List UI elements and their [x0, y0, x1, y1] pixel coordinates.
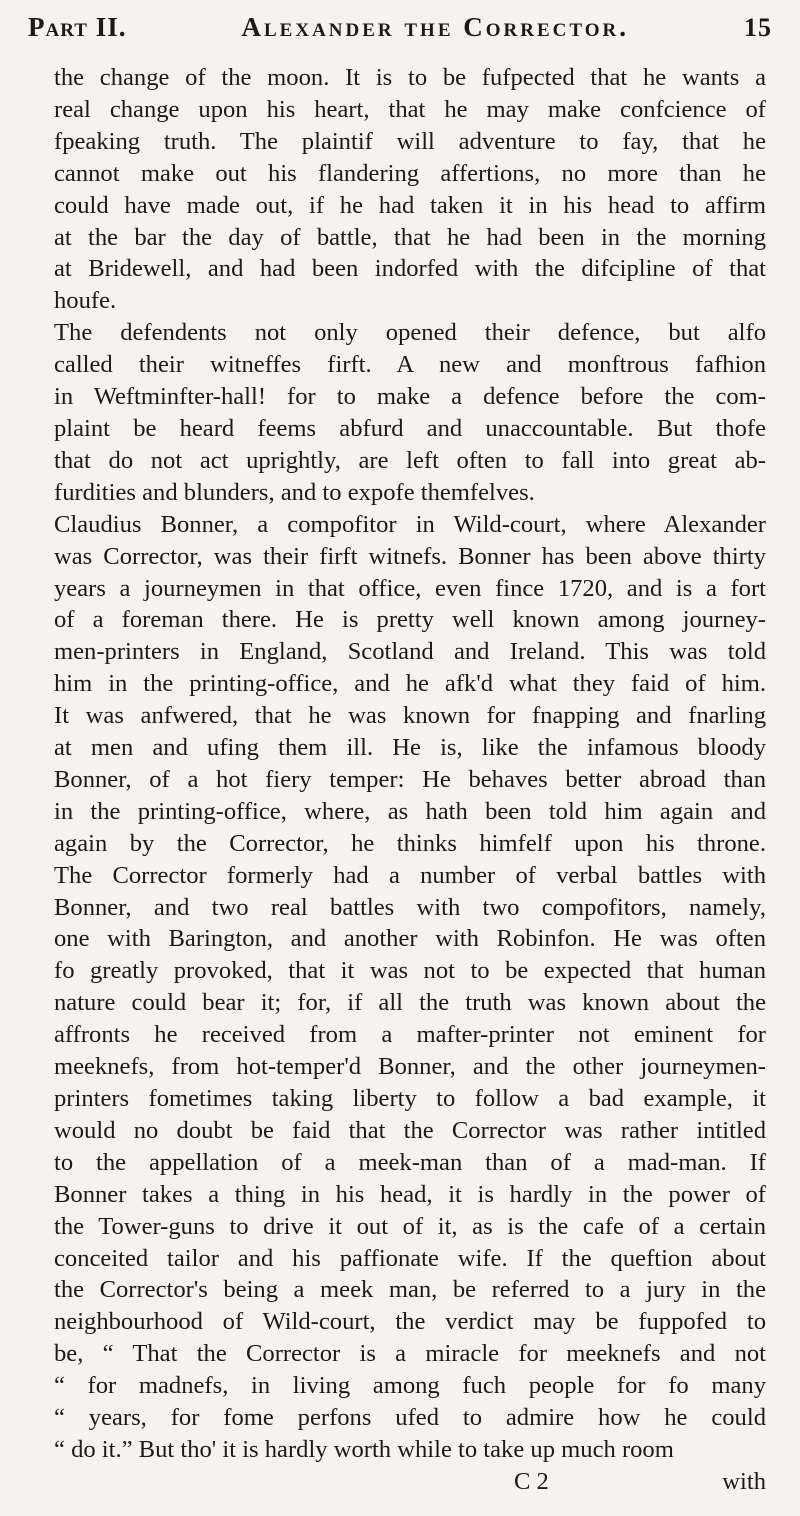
text-line: at men and ufing them ill. He is, like the infamous bloody: [54, 734, 766, 762]
text-line: fo greatly provoked, that it was not to be expected that human: [54, 957, 766, 985]
text-line: real change upon his heart, that he may make confcience of: [54, 95, 766, 123]
text-line: one with Barington, and another with Robinfon. He was often: [54, 925, 766, 953]
text-line: The defendents not only opened their defence, but alfo: [54, 319, 766, 347]
text-line: Bonner, and two real battles with two compofitors, namely,: [54, 893, 766, 921]
text-line: men-printers in England, Scotland and Ireland. This was told: [54, 638, 766, 666]
catchword: with: [722, 1468, 766, 1495]
text-line: of a foreman there. He is pretty well known among journey-: [54, 606, 766, 634]
text-line: be, “ That the Corrector is a miracle for meeknefs and not: [54, 1340, 766, 1368]
text-line: nature could bear it; for, if all the truth was known about the: [54, 989, 766, 1017]
text-line: would no doubt be faid that the Corrector was rather intitled: [54, 1116, 766, 1144]
text-line: Bonner takes a thing in his head, it is hardly in the power of: [54, 1180, 766, 1208]
text-line: houfe.: [54, 287, 117, 315]
text-line: could have made out, if he had taken it in his head to affirm: [54, 191, 766, 219]
page-number: 15: [744, 13, 772, 42]
text-line: printers fometimes taking liberty to follow a bad example, it: [54, 1085, 766, 1112]
text-line: the Corrector's being a meek man, be referred to a jury in the: [54, 1276, 766, 1304]
text-line: neighbourhood of Wild-court, the verdict may be fuppofed to: [54, 1308, 766, 1336]
text-line: in the printing-office, where, as hath been told him again and: [54, 797, 766, 825]
signature-mark: C 2: [514, 1468, 549, 1495]
text-line: to the appellation of a meek-man than of a mad-man. If: [54, 1148, 766, 1176]
text-line: “ for madnefs, in living among fuch people for fo many: [54, 1372, 766, 1400]
text-line: at Bridewell, and had been indorfed with the difcipline of that: [54, 255, 766, 283]
part-label: Part II.: [28, 12, 127, 42]
text-line: plaint be heard feems abfurd and unaccountable. But thofe: [54, 414, 766, 442]
text-line: him in the printing-office, and he afk'd what they faid of him.: [54, 670, 766, 698]
running-title: Alexander the Corrector.: [241, 12, 629, 42]
body-text: [54, 62, 766, 1466]
text-line: in Weftminfter-hall! for to make a defence before the com-: [54, 383, 766, 411]
text-line: the change of the moon. It is to be fufpected that he wants a: [54, 64, 766, 91]
text-line: furdities and blunders, and to expofe themfelves.: [54, 478, 535, 506]
text-line: was Corrector, was their firft witnefs. Bonner has been above thirty: [54, 542, 766, 570]
text-line: the Tower-guns to drive it out of it, as is the cafe of a certain: [54, 1212, 766, 1240]
text-line: “ years, for fome perfons ufed to admire how he could: [54, 1404, 766, 1432]
text-line: The Corrector formerly had a number of verbal battles with: [54, 861, 766, 889]
text-line: Claudius Bonner, a compofitor in Wild-court, where Alexander: [54, 510, 766, 538]
text-line: cannot make out his flandering affertions, no more than he: [54, 159, 766, 187]
running-head: [28, 12, 772, 52]
text-line: “ do it.” But tho' it is hardly worth while to take up much room: [54, 1435, 674, 1463]
text-line: called their witneffes firft. A new and monftrous fafhion: [54, 351, 766, 379]
text-line: again by the Corrector, he thinks himfelf upon his throne.: [54, 829, 766, 857]
catchline: [54, 1468, 766, 1502]
text-line: fpeaking truth. The plaintif will adventure to fay, that he: [54, 127, 766, 155]
text-line: that do not act uprightly, are left often to fall into great ab-: [54, 446, 766, 474]
text-line: conceited tailor and his paffionate wife. If the queftion about: [54, 1244, 766, 1272]
text-line: Bonner, of a hot fiery temper: He behaves better abroad than: [54, 765, 766, 793]
text-line: It was anfwered, that he was known for fnapping and fnarling: [54, 702, 766, 730]
text-line: affronts he received from a mafter-printer not eminent for: [54, 1021, 766, 1049]
text-line: meeknefs, from hot-temper'd Bonner, and the other journeymen-: [54, 1053, 766, 1081]
text-line: years a journeymen in that office, even fince 1720, and is a fort: [54, 574, 766, 602]
text-line: at the bar the day of battle, that he had been in the morning: [54, 223, 766, 251]
